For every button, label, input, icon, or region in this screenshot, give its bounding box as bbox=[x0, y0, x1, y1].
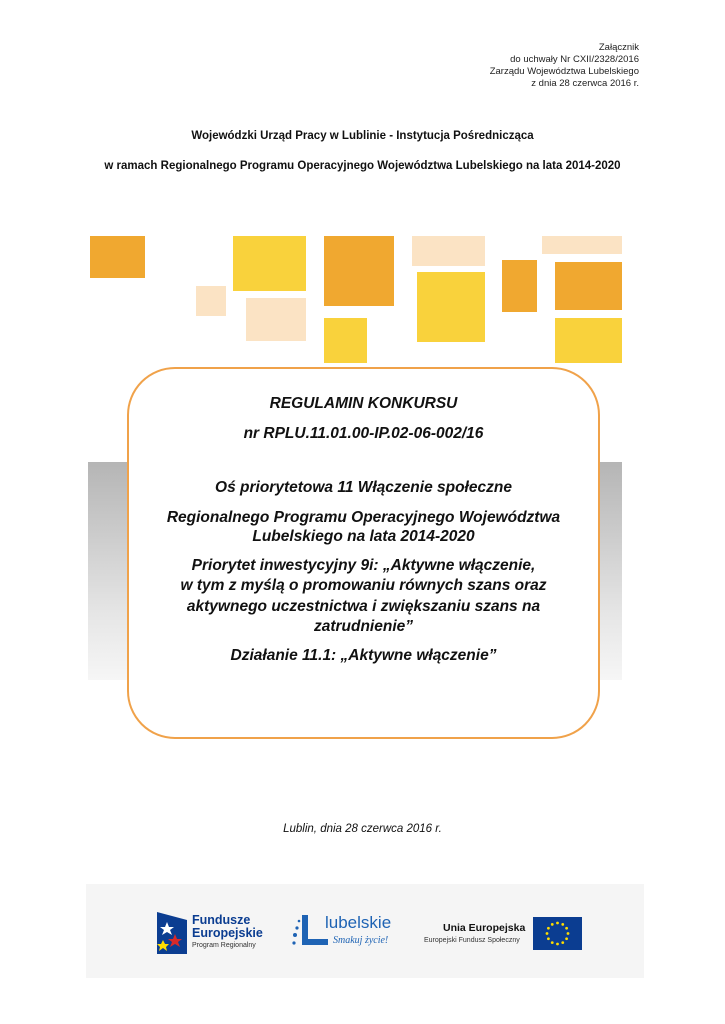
card-axis: Oś priorytetowa 11 Włączenie społeczne bbox=[215, 479, 512, 496]
card-number: nr RPLU.11.01.00-IP.02-06-002/16 bbox=[243, 425, 484, 442]
fe-name-line-2: Europejskie bbox=[192, 926, 263, 940]
fe-name-line-1: Fundusze bbox=[192, 913, 251, 927]
annex-line-4: z dnia 28 czerwca 2016 r. bbox=[531, 78, 639, 89]
deco-square bbox=[542, 236, 622, 254]
card-priority-line-1: Priorytet inwestycyjny 9i: „Aktywne włączenie, bbox=[191, 557, 536, 574]
deco-square bbox=[196, 286, 226, 316]
deco-square bbox=[324, 236, 394, 306]
header-institution: Wojewódzki Urząd Pracy w Lublinie - Instytucja Pośrednicząca bbox=[191, 130, 534, 142]
annex-line-2: do uchwały Nr CXII/2328/2016 bbox=[510, 54, 639, 65]
card-priority-line-2: w tym z myślą o promowaniu równych szans oraz bbox=[180, 577, 547, 594]
deco-square bbox=[555, 318, 622, 363]
eu-flag-icon bbox=[533, 917, 582, 950]
lubelskie-name: lubelskie bbox=[325, 913, 392, 932]
lubelskie-slogan: Smakuj życie! bbox=[333, 935, 389, 946]
fe-stars-icon bbox=[157, 912, 187, 954]
annex-line-1: Załącznik bbox=[598, 42, 639, 53]
card-priority-line-4: zatrudnienie” bbox=[313, 618, 414, 635]
header-program: w ramach Regionalnego Programu Operacyjnego Województwa Lubelskiego na lata 2014-2020 bbox=[104, 160, 621, 172]
deco-square bbox=[246, 298, 306, 341]
deco-square bbox=[417, 272, 485, 342]
annex-note bbox=[339, 42, 639, 90]
deco-square bbox=[502, 260, 537, 312]
card-title: REGULAMIN KONKURSU bbox=[269, 395, 458, 412]
card-program-line-2: Lubelskiego na lata 2014-2020 bbox=[252, 528, 475, 545]
eu-fund-name: Europejski Fundusz Społeczny bbox=[424, 937, 520, 944]
eu-name: Unia Europejska bbox=[443, 922, 526, 934]
deco-square bbox=[324, 318, 367, 363]
lubelskie-l-icon bbox=[290, 913, 330, 949]
deco-square bbox=[555, 262, 622, 310]
deco-square bbox=[233, 236, 306, 291]
card-program-line-1: Regionalnego Programu Operacyjnego Województwa bbox=[166, 509, 561, 526]
title-card bbox=[127, 367, 600, 739]
document-date: Lublin, dnia 28 czerwca 2016 r. bbox=[283, 823, 442, 835]
fe-name-line-3: Program Regionalny bbox=[192, 942, 256, 949]
annex-line-3: Zarządu Województwa Lubelskiego bbox=[489, 66, 639, 77]
deco-square bbox=[90, 236, 145, 278]
deco-square bbox=[412, 236, 485, 266]
card-action: Działanie 11.1: „Aktywne włączenie” bbox=[230, 647, 497, 664]
card-priority-line-3: aktywnego uczestnictwa i zwiększaniu szans na bbox=[186, 598, 541, 615]
